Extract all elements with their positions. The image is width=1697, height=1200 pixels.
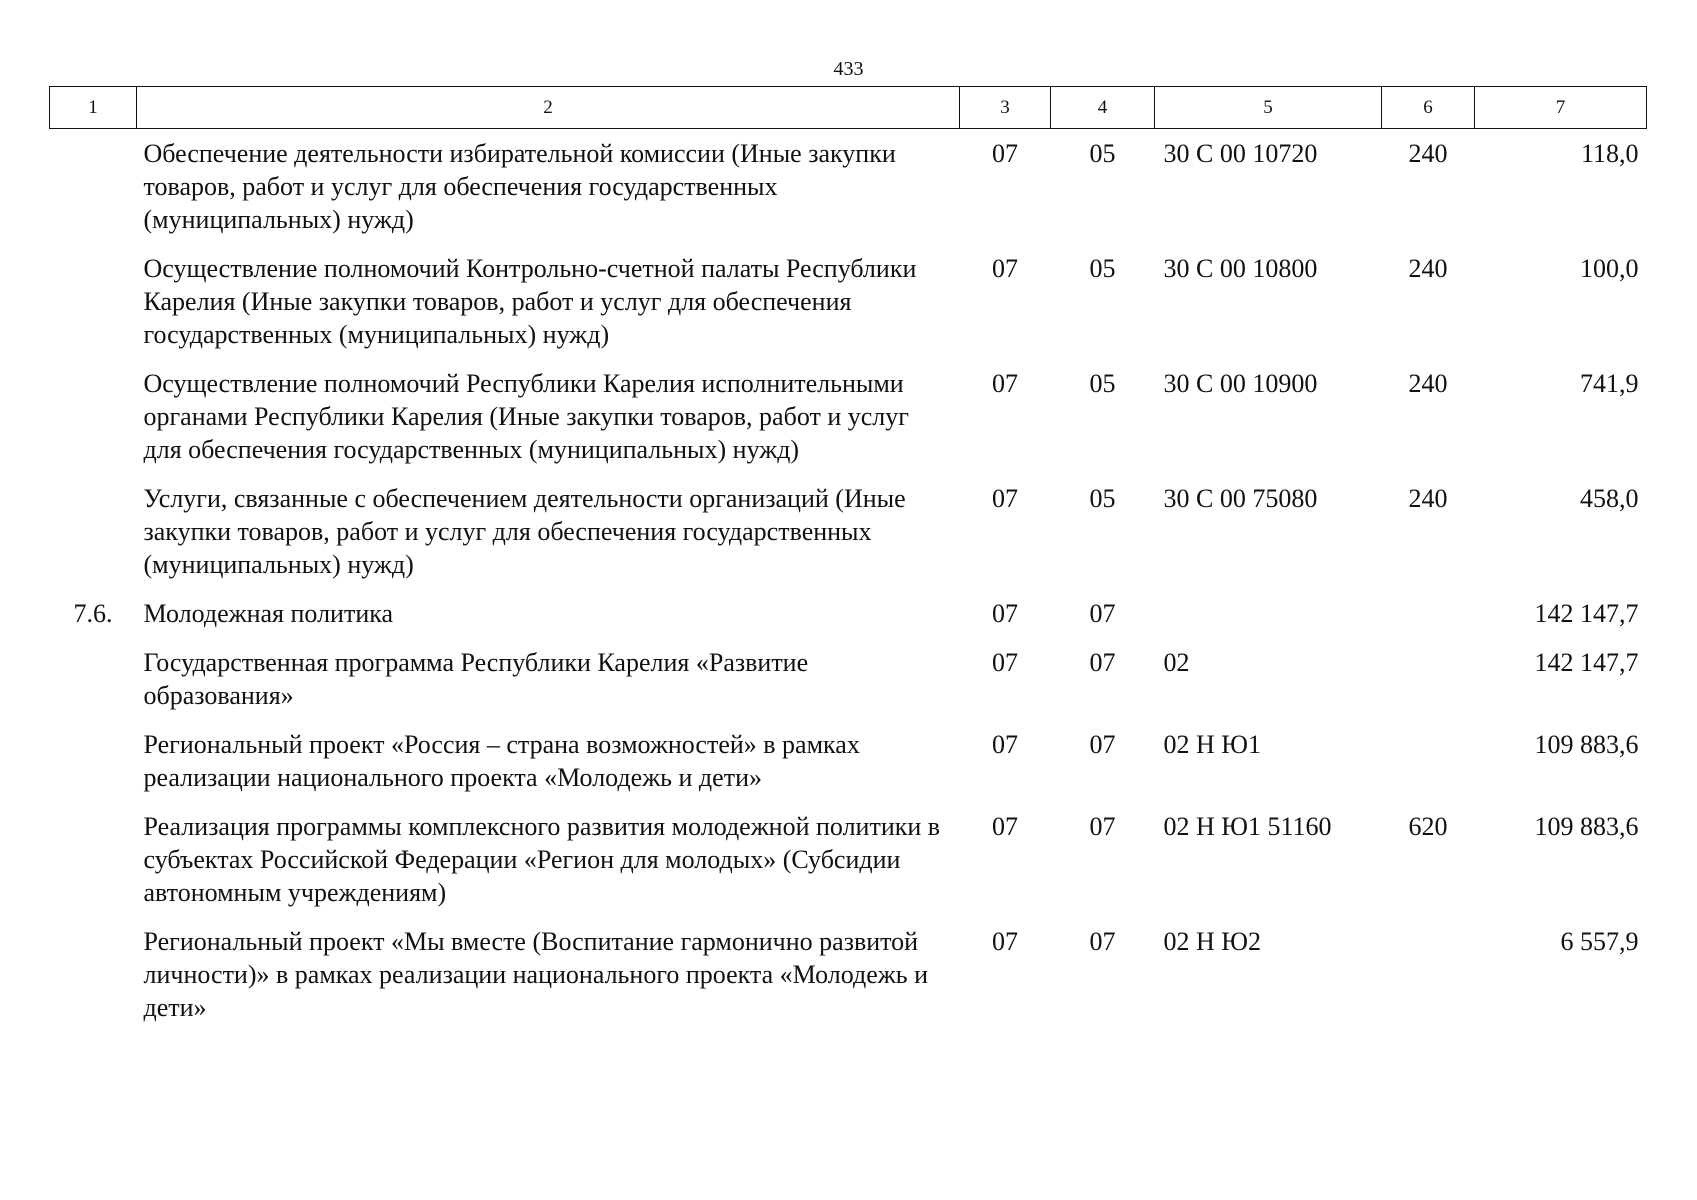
- row-number: [50, 129, 137, 253]
- table-row: [50, 925, 1647, 1040]
- table-row: [50, 252, 1647, 367]
- row-name: Реализация программы комплексного развития молодежной политики в субъектах Российской Федерации «Регион для молодых» (Субсидии автономным учреждениям): [143, 812, 941, 907]
- row-expense-type: 620: [1408, 812, 1448, 841]
- row-amount: 741,9: [1580, 369, 1639, 398]
- row-section-code: 07: [992, 730, 1018, 759]
- table-header: [50, 87, 1647, 129]
- table-body: [50, 129, 1647, 1041]
- row-name: Региональный проект «Россия – страна возможностей» в рамках реализации национального проекта «Молодежь и дети»: [143, 730, 860, 792]
- row-number: [50, 482, 137, 597]
- row-subsection-code: 07: [1089, 730, 1116, 759]
- page-number: 433: [833, 58, 864, 80]
- row-target-code: 02 Н Ю1: [1163, 730, 1261, 759]
- budget-table: [49, 86, 1647, 1040]
- row-amount: 142 147,7: [1534, 599, 1639, 628]
- row-number: 7.6.: [73, 599, 113, 628]
- row-subsection-code: 05: [1089, 484, 1116, 513]
- row-section-code: 07: [992, 139, 1018, 168]
- column-header-4: 4: [1051, 87, 1155, 129]
- row-name: Региональный проект «Мы вместе (Воспитание гармонично развитой личности)» в рамках реализации национального проекта «Молодежь и дети»: [143, 927, 928, 1022]
- row-amount: 118,0: [1580, 139, 1639, 168]
- row-subsection-code: 05: [1089, 369, 1116, 398]
- row-amount: 6 557,9: [1560, 927, 1639, 956]
- column-header-7: 7: [1475, 87, 1647, 129]
- row-name: Осуществление полномочий Контрольно-счетной палаты Республики Карелия (Иные закупки товаров, работ и услуг для обеспечения государственных (муниципальных) нужд): [143, 254, 917, 349]
- row-name: Государственная программа Республики Карелия «Развитие образования»: [143, 648, 809, 710]
- table-row: [50, 129, 1647, 253]
- row-amount: 109 883,6: [1534, 812, 1639, 841]
- row-subsection-code: 07: [1089, 812, 1116, 841]
- row-target-code: 02 Н Ю2: [1163, 927, 1261, 956]
- row-target-code: 30 С 00 10800: [1163, 254, 1318, 283]
- row-name: Молодежная политика: [143, 599, 394, 628]
- row-expense-type: [1382, 597, 1475, 646]
- row-name: Услуги, связанные с обеспечением деятельности организаций (Иные закупки товаров, работ и услуг для обеспечения государственных (муниципальных) нужд): [143, 484, 906, 579]
- row-expense-type: [1382, 925, 1475, 1040]
- row-section-code: 07: [992, 599, 1018, 628]
- column-header-3: 3: [960, 87, 1051, 129]
- row-number: [50, 728, 137, 810]
- table-row: [50, 810, 1647, 925]
- table-row: [50, 597, 1647, 646]
- column-header-5: 5: [1155, 87, 1382, 129]
- row-number: [50, 646, 137, 728]
- row-target-code: 30 С 00 10720: [1163, 139, 1318, 168]
- row-subsection-code: 07: [1089, 599, 1116, 628]
- row-section-code: 07: [992, 648, 1018, 677]
- row-target-code: 02 Н Ю1 51160: [1163, 812, 1332, 841]
- row-target-code: 02: [1163, 648, 1190, 677]
- row-amount: 100,0: [1580, 254, 1639, 283]
- table-row: [50, 646, 1647, 728]
- row-amount: 109 883,6: [1534, 730, 1639, 759]
- row-subsection-code: 05: [1089, 254, 1116, 283]
- row-expense-type: 240: [1408, 484, 1448, 513]
- row-target-code: 30 С 00 75080: [1163, 484, 1318, 513]
- column-header-6: 6: [1382, 87, 1475, 129]
- row-expense-type: [1382, 728, 1475, 810]
- row-expense-type: 240: [1408, 139, 1448, 168]
- row-target-code: [1155, 597, 1382, 646]
- row-subsection-code: 05: [1089, 139, 1116, 168]
- row-amount: 458,0: [1580, 484, 1639, 513]
- row-number: [50, 252, 137, 367]
- row-name: Осуществление полномочий Республики Карелия исполнительными органами Республики Карелия (Иные закупки товаров, работ и услуг для обеспечения государственных (муниципальных) нужд): [143, 369, 909, 464]
- table-row: [50, 728, 1647, 810]
- row-section-code: 07: [992, 812, 1018, 841]
- table-row: [50, 482, 1647, 597]
- row-section-code: 07: [992, 369, 1018, 398]
- row-section-code: 07: [992, 927, 1018, 956]
- table-row: [50, 367, 1647, 482]
- row-section-code: 07: [992, 254, 1018, 283]
- row-number: [50, 367, 137, 482]
- header-row: [50, 87, 1647, 129]
- row-amount: 142 147,7: [1534, 648, 1639, 677]
- row-subsection-code: 07: [1089, 648, 1116, 677]
- row-target-code: 30 С 00 10900: [1163, 369, 1318, 398]
- row-expense-type: 240: [1408, 254, 1448, 283]
- row-name: Обеспечение деятельности избирательной комиссии (Иные закупки товаров, работ и услуг для обеспечения государственных (муниципальных) нужд): [143, 139, 896, 234]
- column-header-1: 1: [50, 87, 137, 129]
- row-subsection-code: 07: [1089, 927, 1116, 956]
- row-expense-type: [1382, 646, 1475, 728]
- row-expense-type: 240: [1408, 369, 1448, 398]
- row-section-code: 07: [992, 484, 1018, 513]
- row-number: [50, 810, 137, 925]
- column-header-2: 2: [137, 87, 960, 129]
- row-number: [50, 925, 137, 1040]
